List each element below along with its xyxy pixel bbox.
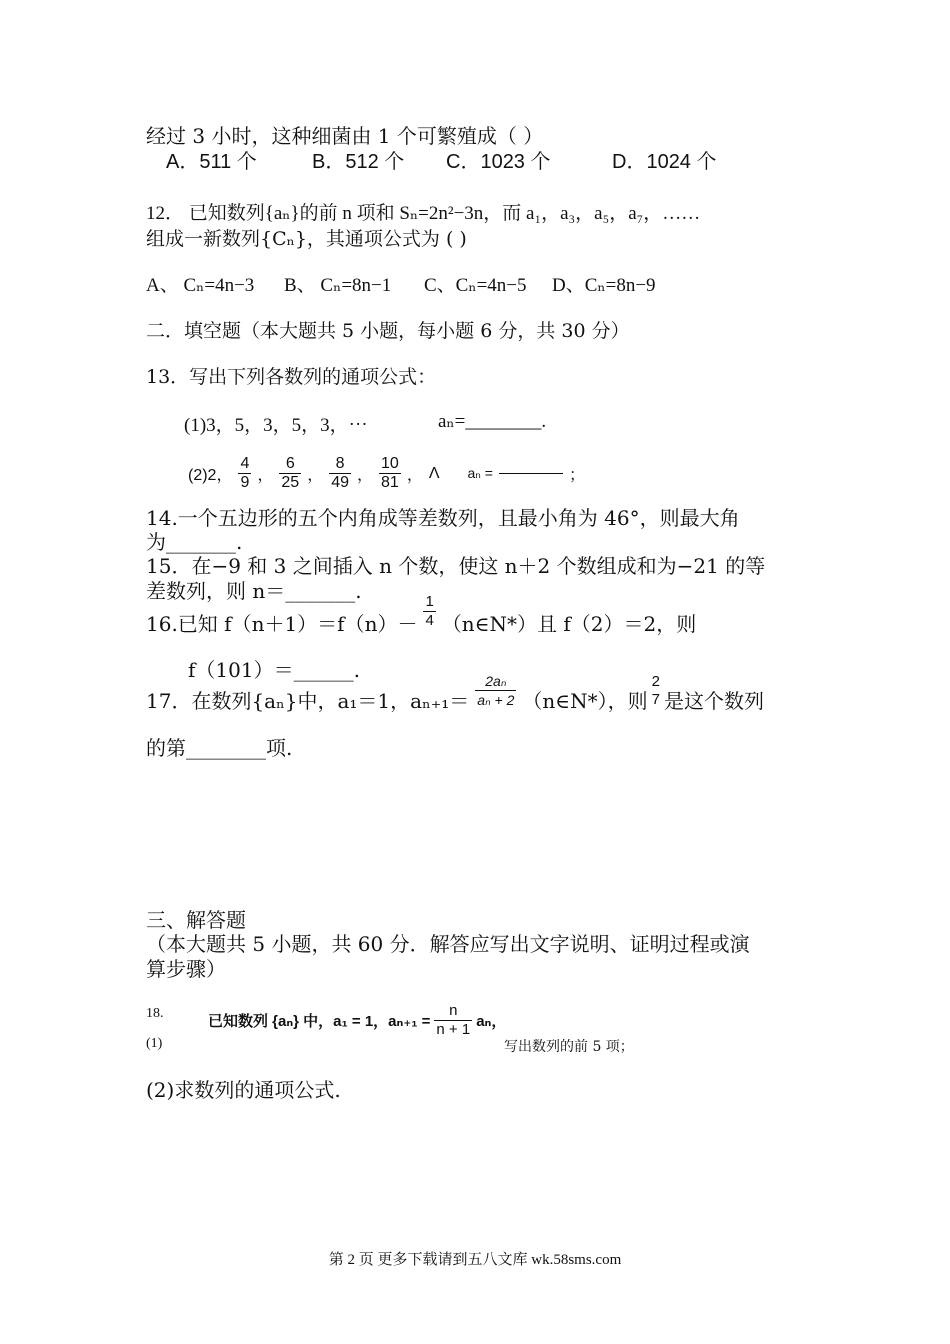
q18-formula-fraction-num: n <box>434 1002 472 1021</box>
q18-formula-fraction-den: n + 1 <box>436 1021 471 1038</box>
q13-part1-sequence: (1)3，5，3，5，3，⋯ <box>184 415 368 436</box>
q12-stem-line2: 组成一新数列{Cₙ}，其通项公式为 ( ) <box>146 228 467 250</box>
section3-desc-line2: 算步骤） <box>146 957 226 981</box>
q15-line2: 差数列，则 n＝_______. <box>146 579 362 603</box>
q16-line2: f（101）＝______. <box>188 658 360 682</box>
q17-line1 <box>146 672 764 719</box>
q13-part2-ellipsis: Λ <box>428 464 440 482</box>
q18-formula-fraction <box>434 1002 472 1039</box>
q12-stem-line1: 12． 已知数列{aₙ}的前 n 项和 Sₙ=2n²−3n，而 a₁，a₃，a₅，a₇，…… <box>146 203 701 224</box>
q17-mid: （n∈N*），则 <box>522 688 648 713</box>
q18-formula-tail: aₙ， <box>476 1013 507 1030</box>
q12-option-c: C、Cₙ=4n−5 <box>424 275 527 296</box>
q15-line1: 15．在−9 和 3 之间插入 n 个数，使这 n＋2 个数组成和为−21 的等 <box>146 554 766 578</box>
q17-fraction-num: 2aₙ <box>475 672 516 691</box>
section2-heading: 二．填空题（本大题共 5 小题，每小题 6 分，共 30 分） <box>146 320 630 342</box>
q17-fraction2-den: 7 <box>651 690 660 708</box>
q18-part1-label: (1) <box>146 1036 163 1051</box>
q12-option-a: A、 Cₙ=4n−3 <box>146 275 255 296</box>
q13-fraction-3-num: 8 <box>329 455 351 474</box>
q11-option-a: A．511 个 <box>166 151 257 173</box>
q16-line1 <box>146 593 697 642</box>
q18-formula-text: 已知数列 {aₙ} 中，a₁ = 1，aₙ₊₁ = <box>208 1013 431 1030</box>
section3-desc-line1: （本大题共 5 小题，共 60 分．解答应写出文字说明、证明过程或演 <box>146 932 750 956</box>
q13-fraction-2-den: 25 <box>281 474 300 491</box>
q13-fraction-1 <box>238 455 251 492</box>
q13-fraction-4-den: 81 <box>381 474 399 491</box>
q11-option-b: B．512 个 <box>312 151 405 173</box>
q13-fraction-4 <box>379 455 401 492</box>
q12-option-b: B、 Cₙ=8n−1 <box>284 275 392 296</box>
q13-part2-blank <box>499 473 563 474</box>
q12-option-d: D、Cₙ=8n−9 <box>552 275 656 296</box>
q17-fraction-den: aₙ + 2 <box>477 692 515 708</box>
q13-fraction-2-num: 6 <box>279 455 301 474</box>
q18-part2: (2)求数列的通项公式. <box>146 1078 341 1102</box>
q18-number: 18. <box>146 1006 164 1021</box>
q18-formula-image <box>208 1002 506 1039</box>
q16-fraction-num: 1 <box>425 593 434 610</box>
q14-line1: 14.一个五边形的五个内角成等差数列，且最小角为 46°，则最大角 <box>146 506 740 530</box>
q13-part2-prefix: (2)2， <box>188 467 233 484</box>
q13-part2-row: (2)2， $\frac{4}{9}$ ， $\frac{6}{25}$ ， $\frac{8}{49}$ ， $\frac{10}{81}$ ， Λ aₙ = ； <box>188 455 585 491</box>
q11-option-d: D．1024 个 <box>612 151 717 173</box>
q13-stem: 13．写出下列各数列的通项公式： <box>146 366 437 388</box>
q13-fraction-2 <box>279 455 301 492</box>
q17-fraction <box>475 672 516 709</box>
q16-fraction-den: 4 <box>425 612 434 629</box>
page-footer: 第 2 页 更多下载请到五八文库 wk.58sms.com <box>328 1252 622 1268</box>
q14-line2: 为_______. <box>146 530 243 554</box>
q13-fraction-3 <box>329 455 351 492</box>
q18-part1-text: 写出数列的前 5 项； <box>504 1039 634 1055</box>
section3-title: 三、解答题 <box>146 908 246 932</box>
q17-fraction2 <box>650 673 662 709</box>
q13-part1-answer: aₙ=________. <box>438 411 547 432</box>
q13-fraction-3-den: 49 <box>331 474 349 491</box>
q17-suffix: 是这个数列 <box>663 688 764 713</box>
q16-prefix: 16.已知 f（n＋1）＝f（n）－ <box>146 611 418 636</box>
q16-fraction <box>423 593 435 630</box>
q13-fraction-1-den: 9 <box>240 474 250 491</box>
q13-part2-an: aₙ = <box>467 465 493 481</box>
q17-line2: 的第________项. <box>146 736 293 760</box>
q13-fraction-4-num: 10 <box>381 455 399 472</box>
q17-fraction2-num: 2 <box>651 672 660 690</box>
q11-option-c: C．1023 个 <box>446 151 551 173</box>
q16-suffix: （n∈N*）且 f（2）＝2，则 <box>441 611 697 636</box>
q13-fraction-1-num: 4 <box>240 455 250 472</box>
q13-part2-end: ； <box>568 467 585 484</box>
q11-stem: 经过 3 小时，这种细菌由 1 个可繁殖成（ ） <box>146 124 544 148</box>
q17-prefix: 17．在数列{aₙ}中，a₁＝1，aₙ₊₁＝ <box>146 688 470 713</box>
